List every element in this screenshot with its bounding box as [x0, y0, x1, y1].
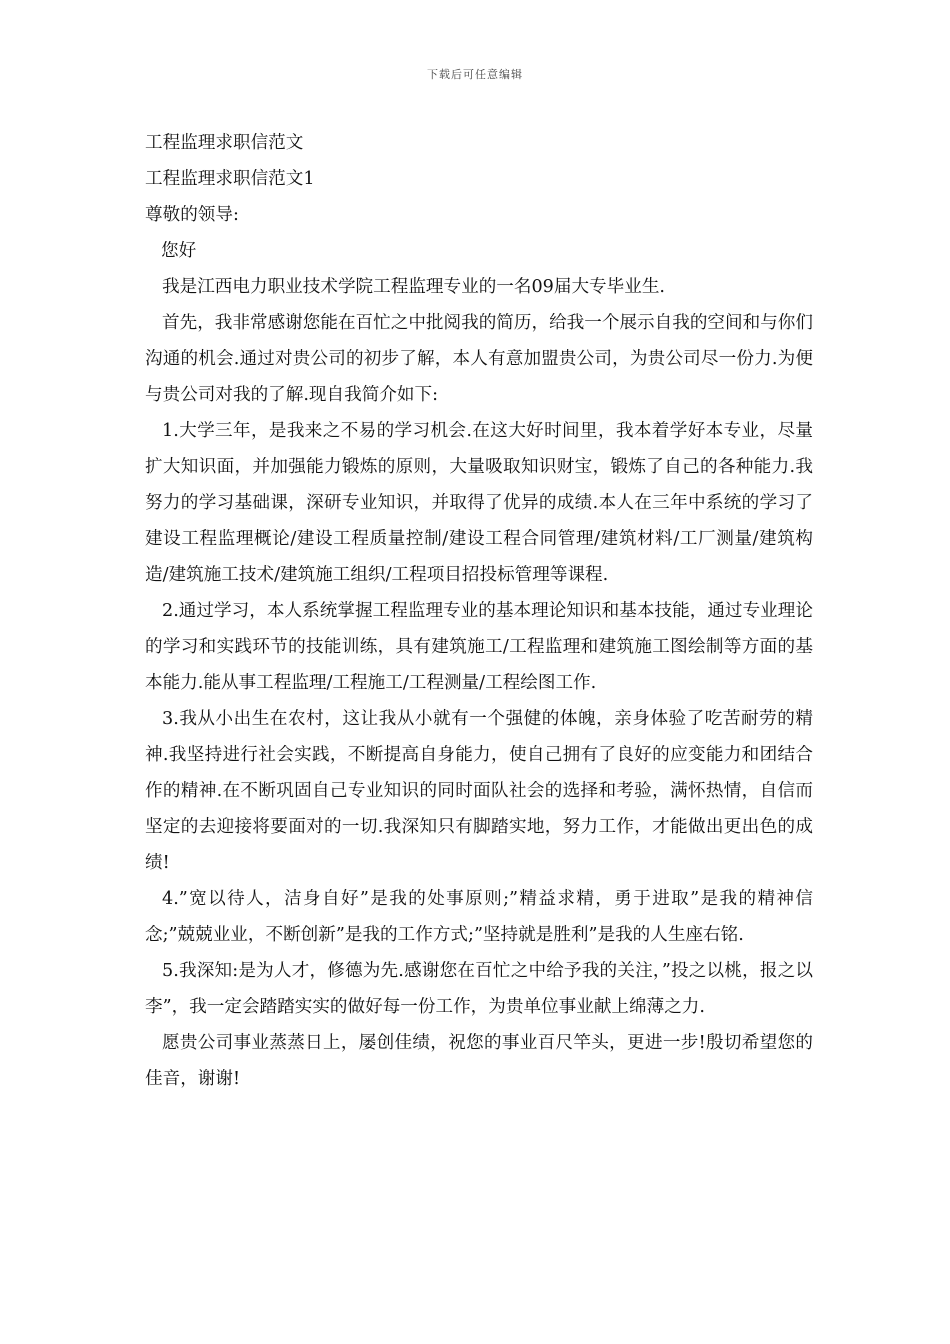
paragraph-closing: 愿贵公司事业蒸蒸日上，屡创佳绩，祝您的事业百尺竿头，更进一步!殷切希望您的佳音，谢谢! [145, 1033, 813, 1089]
paragraph-point-5: 5.我深知:是为人才，修德为先.感谢您在百忙之中给予我的关注，”投之以桃，报之以李”，我一定会踏踏实实的做好每一份工作，为贵单位事业献上绵薄之力. [145, 961, 813, 1017]
greeting: 您好 [161, 241, 197, 261]
paragraph-point-4: 4.”宽以待人，洁身自好”是我的处事原则;”精益求精，勇于进取”是我的精神信念;”兢兢业业，不断创新”是我的工作方式;”坚持就是胜利”是我的人生座右铭. [145, 889, 813, 945]
document-subtitle: 工程监理求职信范文1 [145, 169, 315, 189]
header-note: 下载后可任意编辑 [427, 68, 523, 81]
paragraph-point-2: 2.通过学习，本人系统掌握工程监理专业的基本理论知识和基本技能，通过专业理论的学习和实践环节的技能训练，具有建筑施工/工程监理和建筑施工图绘制等方面的基本能力.能从事工程监理/工程施工/工程测量/工程绘图工作. [145, 601, 813, 693]
paragraph-intro: 我是江西电力职业技术学院工程监理专业的一名09届大专毕业生. [162, 277, 666, 297]
document-body [145, 125, 813, 1097]
paragraph-point-1: 1.大学三年，是我来之不易的学习机会.在这大好时间里，我本着学好本专业，尽量扩大知识面，并加强能力锻炼的原则，大量吸取知识财宝，锻炼了自己的各种能力.我努力的学习基础课，深研专业知识，并取得了优异的成绩.本人在三年中系统的学习了建设工程监理概论/建设工程质量控制/建设工程合同管理/建筑材料/工厂测量/建筑构造/建筑施工技术/建筑施工组织/工程项目招投标管理等课程. [145, 421, 813, 585]
salutation: 尊敬的领导: [145, 205, 239, 225]
paragraph-point-3: 3.我从小出生在农村，这让我从小就有一个强健的体魄，亲身体验了吃苦耐劳的精神.我坚持进行社会实践，不断提高自身能力，使自己拥有了良好的应变能力和团结合作的精神.在不断巩固自己专业知识的同时面队社会的选择和考验，满怀热情，自信而坚定的去迎接将要面对的一切.我深知只有脚踏实地，努力工作，才能做出更出色的成绩! [145, 709, 813, 873]
document-title: 工程监理求职信范文 [145, 133, 304, 153]
paragraph-thanks: 首先，我非常感谢您能在百忙之中批阅我的简历，给我一个展示自我的空间和与你们沟通的机会.通过对贵公司的初步了解，本人有意加盟贵公司，为贵公司尽一份力.为便与贵公司对我的了解.现自我简介如下: [145, 313, 813, 405]
